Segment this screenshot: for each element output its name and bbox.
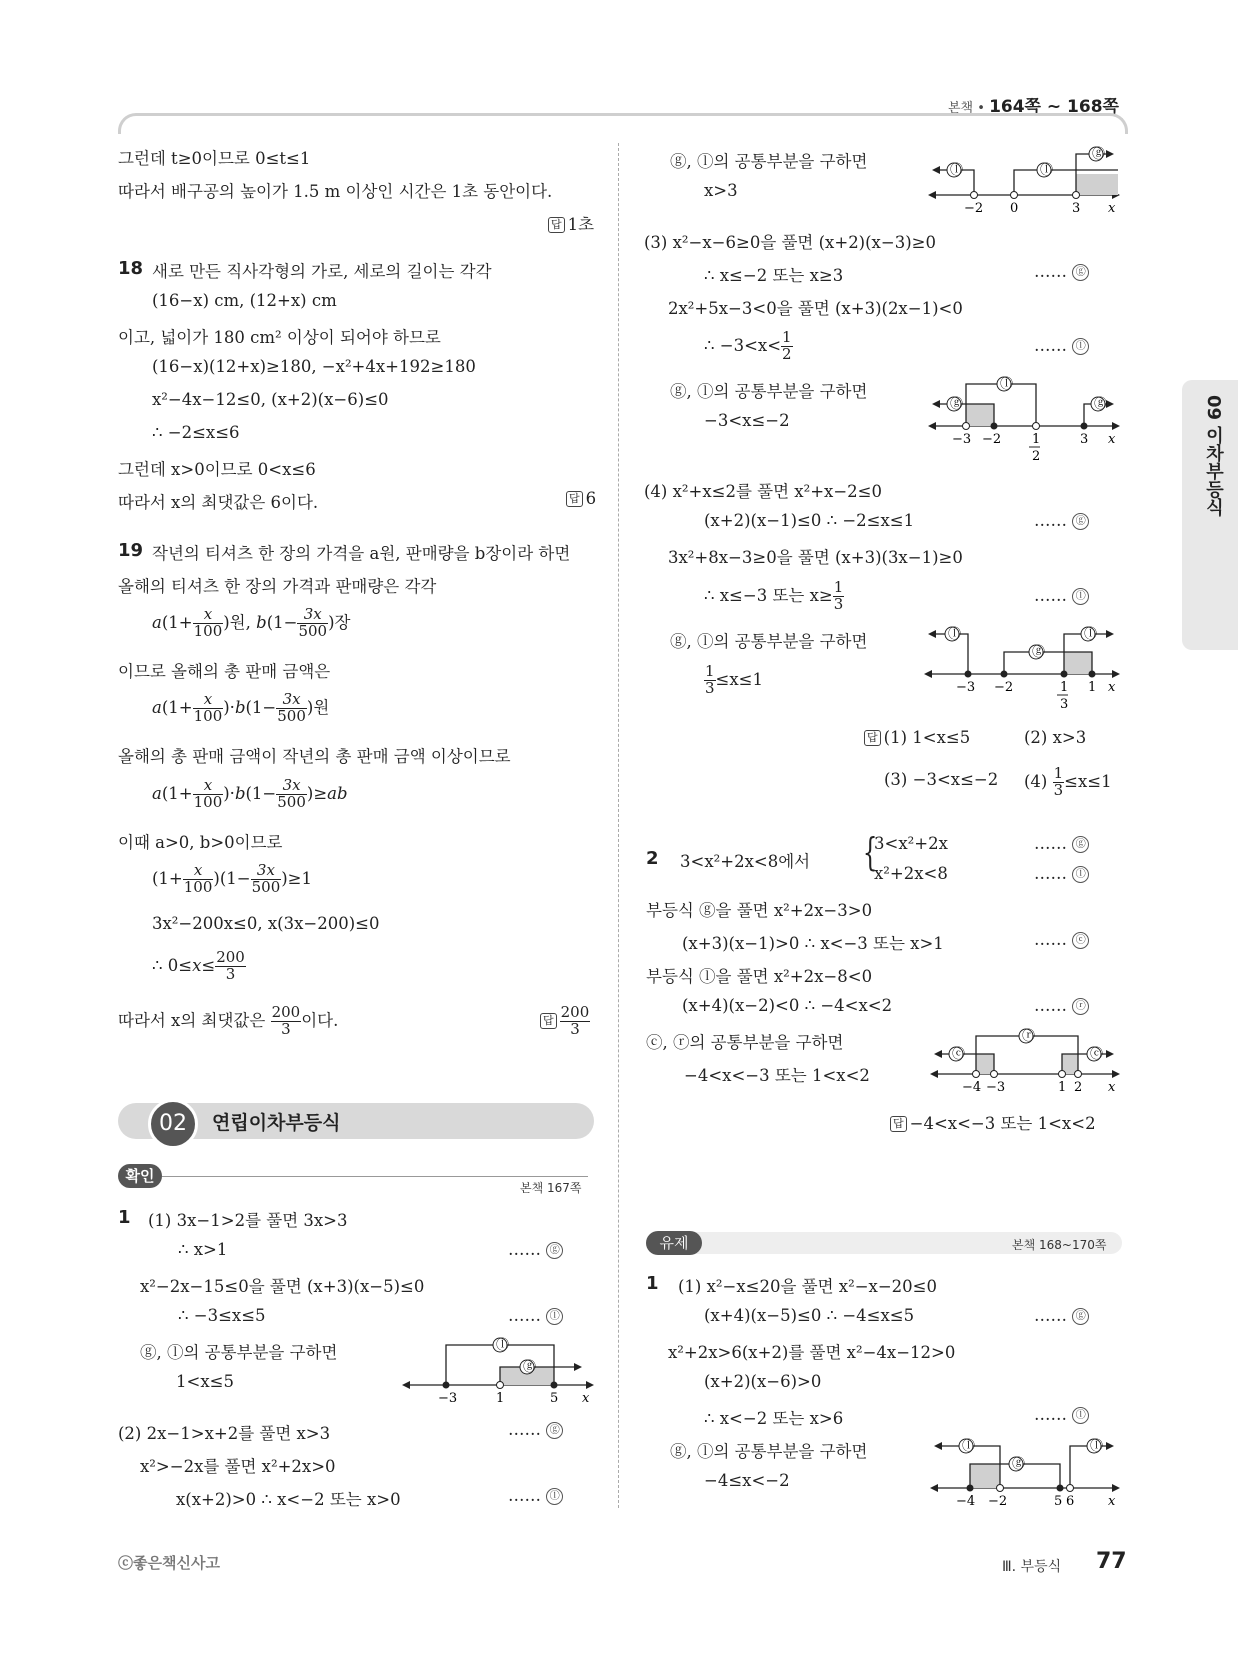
math-expression: ∴ −3<x< $\frac{1}{2}$ [704,328,792,363]
math-line: −4<x<−3 또는 1<x<2 [684,1066,870,1085]
eq-marker: …… ⓖ [508,1240,563,1259]
math-line: ∴ −3≤x≤5 [178,1306,266,1325]
text-line: (16−x) cm, (12+x) cm [152,291,337,310]
section-number: 02 [148,1099,198,1149]
svg-text:1: 1 [496,1391,505,1405]
svg-text:6: 6 [1066,1494,1075,1508]
math-line: (2) 2x−1>x+2를 풀면 x>3 [118,1424,331,1443]
math-line: 3x²+8x−3≥0을 풀면 (x+3)(3x−1)≥0 [668,548,963,567]
problem-number: 19 [118,540,144,561]
eq-marker: …… ⓛ [1034,336,1089,355]
svg-text:ⓛ: ⓛ [1084,627,1098,642]
math-expression: ∴ x≤−3 또는 x≥ $\frac{1}{3}$ [704,578,844,613]
text-line: 그런데 t≥0이므로 0≤t≤1 [118,149,311,168]
svg-text:3: 3 [1080,432,1089,447]
yuje-label: 유제 [646,1231,702,1255]
check-label: 확인 [118,1164,162,1188]
eq-marker: …… ⓛ [508,1486,563,1505]
section-title: 연립이차부등식 [212,1112,341,1134]
problem-number: 2 [646,848,659,869]
math-line: 2x²+5x−3<0을 풀면 (x+3)(2x−1)<0 [668,299,963,318]
math-expression: $\frac{1}{3}$ ≤x≤1 [705,662,764,697]
yuje-ref: 본책 168~170쪽 [1012,1238,1107,1252]
svg-text:x: x [1108,1494,1116,1508]
svg-text:5: 5 [1054,1494,1063,1508]
problem-number: 1 [646,1273,659,1294]
math-line: 3x²−200x≤0, x(3x−200)≤0 [152,914,380,933]
math-line: ∴ x>1 [178,1240,228,1259]
svg-text:ⓛ: ⓛ [1090,1439,1104,1454]
math-line: x²+2x<8 [874,864,948,883]
math-line: (x+2)(x−1)≤0 ∴ −2≤x≤1 [704,511,915,530]
answer: 답 1초 [548,211,594,235]
text-line: 작년의 티셔츠 한 장의 가격을 a원, 판매량을 b장이라 하면 [152,544,571,563]
number-line-diagram [930,1024,1120,1096]
svg-text:ⓛ: ⓛ [1040,163,1054,178]
answer: 답 (1) 1<x≤5 [864,728,970,747]
math-line: (x+4)(x−5)≤0 ∴ −4≤x≤5 [704,1306,915,1325]
svg-text:ⓛ: ⓛ [496,1338,510,1353]
svg-text:ⓛ: ⓛ [948,627,962,642]
problem-number: 1 [118,1207,131,1228]
svg-text:2: 2 [1074,1080,1083,1095]
svg-text:ⓖ: ⓖ [523,1360,537,1375]
svg-text:−3: −3 [952,432,972,447]
svg-text:−4: −4 [962,1080,982,1095]
math-line: 부등식 ⓛ을 풀면 x²+2x−8<0 [646,967,873,986]
svg-text:x: x [1108,201,1116,216]
eq-marker: …… ⓛ [1034,586,1089,605]
svg-text:5: 5 [550,1391,559,1405]
text-line: 따라서 x의 최댓값은 6이다. [118,493,319,512]
svg-text:ⓡ: ⓡ [1022,1029,1036,1044]
eq-marker: …… ⓖ [1034,511,1089,530]
math-expression: (1+ $\frac{x}{100}$ )(1− $\frac{3x}{500}$ )≥1 [152,861,313,896]
text-line: ⓖ, ⓛ의 공통부분을 구하면 [670,382,868,401]
number-line-diagram [402,1335,594,1405]
svg-text:3: 3 [1072,201,1081,216]
header-rule [118,113,1128,134]
svg-text:x: x [1108,680,1116,695]
text-line: 이므로 올해의 총 판매 금액은 [118,662,331,681]
eq-marker: …… ⓖ [508,1420,563,1439]
math-line: (1) x²−x≤20을 풀면 x²−x−20≤0 [678,1277,937,1296]
eq-marker: …… ⓡ [1034,996,1089,1015]
text-line: 올해의 티셔츠 한 장의 가격과 판매량은 각각 [118,577,437,596]
math-expression: a(1+ $\frac{x}{100}$ )·b(1− $\frac{3x}{500}$ )≥ab [152,776,348,811]
math-line: (4) x²+x≤2를 풀면 x²+x−2≤0 [644,482,882,501]
svg-text:−2: −2 [982,432,1002,447]
svg-text:ⓒ: ⓒ [1090,1047,1104,1062]
math-line: 1<x≤5 [176,1372,234,1391]
math-line: (16−x)(12+x)≥180, −x²+4x+192≥180 [152,357,476,376]
answer: 답 −4<x<−3 또는 1<x<2 [890,1110,1096,1134]
number-line-diagram [930,1432,1120,1508]
text-line: 따라서 x의 최댓값은 $\frac{200}{3}$ 이다. [118,1003,339,1038]
svg-text:−2: −2 [964,201,984,216]
svg-text:−3: −3 [438,1391,458,1405]
math-line: x>3 [704,181,738,200]
eq-marker: …… ⓛ [1034,1405,1089,1424]
math-expression: a(1+ $\frac{x}{100}$ )원, b(1− $\frac{3x}{500}$ )장 [152,605,351,640]
chapter-label: Ⅲ. 부등식 [1002,1559,1062,1575]
number-line-diagram [924,622,1120,716]
text-line: ⓒ, ⓡ의 공통부분을 구하면 [646,1033,844,1052]
text-line: 이때 a>0, b>0이므로 [118,833,283,852]
system-brace: { [862,830,878,874]
svg-text:ⓒ: ⓒ [952,1047,966,1062]
math-line: x(x+2)>0 ∴ x<−2 또는 x>0 [176,1490,401,1509]
svg-text:1: 1 [1088,680,1097,695]
math-line: (3) x²−x−6≥0을 풀면 (x+2)(x−3)≥0 [644,233,936,252]
svg-text:ⓛ: ⓛ [1000,377,1014,392]
math-expression: ∴ 0≤x≤ $\frac{200}{3}$ [152,948,245,983]
math-line: (x+4)(x−2)<0 ∴ −4<x<2 [682,996,893,1015]
math-line: ∴ x≤−2 또는 x≥3 [704,266,844,285]
text-line: 이고, 넓이가 180 cm² 이상이 되어야 하므로 [118,328,441,347]
page-number: 77 [1096,1549,1127,1574]
math-line: x²−2x−15≤0을 풀면 (x+3)(x−5)≤0 [140,1277,425,1296]
math-line: ∴ x<−2 또는 x>6 [704,1409,844,1428]
svg-text:−3: −3 [986,1080,1006,1095]
svg-text:ⓖ: ⓖ [1094,397,1108,412]
math-line: x²>−2x를 풀면 x²+2x>0 [140,1457,336,1476]
svg-text:−3: −3 [956,680,976,695]
eq-marker: …… ⓖ [1034,834,1089,853]
svg-text:3: 3 [1060,697,1069,712]
svg-text:ⓖ: ⓖ [1032,645,1046,660]
eq-marker: …… ⓛ [1034,864,1089,883]
svg-text:0: 0 [1010,201,1019,216]
svg-text:−2: −2 [994,680,1014,695]
math-line: −4≤x<−2 [704,1471,790,1490]
math-line: (x+2)(x−6)>0 [704,1372,822,1391]
eq-marker: …… ⓛ [508,1306,563,1325]
svg-text:1: 1 [1060,680,1069,695]
math-line: x²+2x>6(x+2)를 풀면 x²−4x−12>0 [668,1343,956,1362]
eq-marker: …… ⓒ [1034,930,1089,949]
svg-text:ⓖ: ⓖ [1012,1457,1026,1472]
text-line: 올해의 총 판매 금액이 작년의 총 판매 금액 이상이므로 [118,747,511,766]
svg-text:2: 2 [1032,449,1041,464]
answer: (2) x>3 [1024,728,1087,747]
check-ref: 본책 167쪽 [520,1181,582,1195]
book-ref-header: 본책 • 164쪽 ~ 168쪽 [948,97,1119,117]
text-line: 그런데 x>0이므로 0<x≤6 [118,460,316,479]
svg-text:ⓖ: ⓖ [950,397,964,412]
answer: (3) −3<x≤−2 [884,770,999,789]
svg-text:1: 1 [1058,1080,1067,1095]
math-line: (x+3)(x−1)>0 ∴ x<−3 또는 x>1 [682,934,944,953]
math-line: 3<x²+2x [874,834,948,853]
eq-marker: …… ⓖ [1034,262,1089,281]
math-line: x²−4x−12≤0, (x+2)(x−6)≤0 [152,390,389,409]
math-expression: a(1+ $\frac{x}{100}$ )·b(1− $\frac{3x}{500}$ )원 [152,690,330,725]
eq-marker: …… ⓖ [1034,1306,1089,1325]
text-line: ⓖ, ⓛ의 공통부분을 구하면 [670,152,868,171]
text-line: 따라서 배구공의 높이가 1.5 m 이상인 시간은 1초 동안이다. [118,182,553,201]
chapter-side-tab: 09 이차부등식 [1182,380,1238,650]
check-rule [162,1176,588,1177]
svg-text:x: x [582,1391,590,1405]
svg-text:x: x [1108,432,1116,447]
svg-text:ⓖ: ⓖ [1092,147,1106,162]
math-line: −3<x≤−2 [704,411,790,430]
svg-text:x: x [1108,1080,1116,1095]
text-line: ⓖ, ⓛ의 공통부분을 구하면 [670,632,868,651]
svg-text:ⓛ: ⓛ [962,1439,976,1454]
svg-text:ⓛ: ⓛ [950,163,964,178]
column-divider [618,143,619,1508]
math-line: ∴ −2≤x≤6 [152,423,240,442]
publisher-logo: ⓒ좋은책신사고 [118,1554,220,1572]
math-line: 3<x²+2x<8에서 [680,852,811,871]
svg-text:−4: −4 [956,1494,976,1508]
number-line-diagram [928,370,1120,466]
problem-number: 18 [118,258,144,279]
svg-text:1: 1 [1032,432,1041,447]
text-line: ⓖ, ⓛ의 공통부분을 구하면 [140,1343,338,1362]
answer: 답 6 [566,489,596,508]
math-line: 부등식 ⓖ을 풀면 x²+2x−3>0 [646,901,873,920]
answer: (4) $\frac{1}{3}$ ≤x≤1 [1024,764,1112,799]
number-line-diagram [928,140,1120,216]
math-line: (1) 3x−1>2를 풀면 3x>3 [148,1211,348,1230]
svg-text:−2: −2 [988,1494,1008,1508]
answer: 답 $\frac{200}{3}$ [540,1005,590,1038]
text-line: ⓖ, ⓛ의 공통부분을 구하면 [670,1442,868,1461]
text-line: 새로 만든 직사각형의 가로, 세로의 길이는 각각 [152,262,492,281]
